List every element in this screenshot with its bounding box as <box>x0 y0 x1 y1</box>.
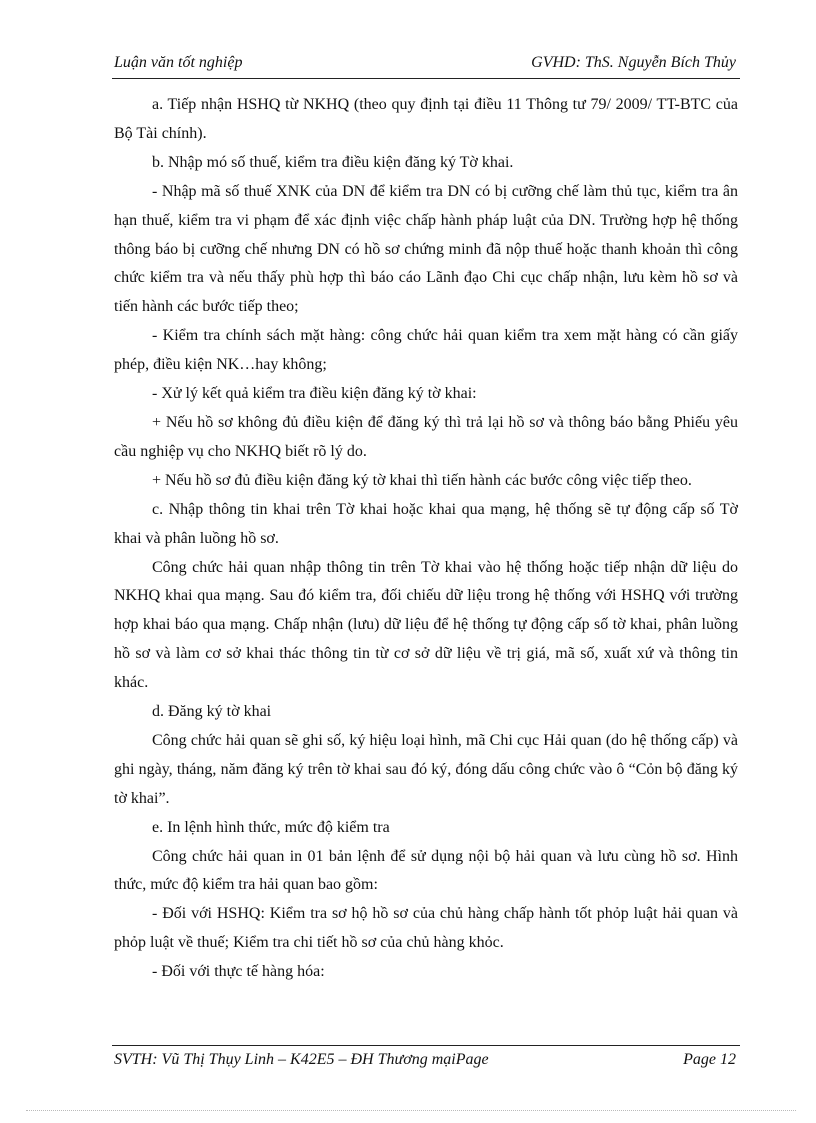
page-header <box>112 52 740 79</box>
paragraph: - Xử lý kết quả kiểm tra điều kiện đăng ký tờ khai: <box>152 385 477 403</box>
paragraph: d. Đăng ký tờ khai <box>152 703 272 721</box>
paragraph: e. In lệnh hình thức, mức độ kiểm tra <box>152 818 390 836</box>
footer-author: SVTH: Vũ Thị Thụy Linh – K42E5 – ĐH Thương mạiPage <box>114 1051 489 1068</box>
page-number: Page 12 <box>683 1051 736 1068</box>
paragraph: a. Tiếp nhận HSHQ từ NKHQ (theo quy định tại điều 11 Thông tư 79/ 2009/ TT-BTC của Bộ Tài chính). <box>114 96 738 142</box>
paragraph: - Đối với HSHQ: Kiểm tra sơ hộ hồ sơ của chủ hàng chấp hành tốt phỏp luật hải quan và phỏp luật về thuế; Kiểm tra chi tiết hồ sơ của chủ hàng khỏc. <box>114 905 738 952</box>
paragraph: c. Nhập thông tin khai trên Tờ khai hoặc khai qua mạng, hệ thống sẽ tự động cấp số Tờ khai và phân luồng hồ sơ. <box>114 500 738 547</box>
paragraph: - Nhập mã số thuế XNK của DN để kiểm tra DN có bị cưỡng chế làm thủ tục, kiểm tra ân hạn thuế, kiểm tra vi phạm để xác định việc chấp hành pháp luật của DN. Trường hợp hệ thống thông báo bị cưỡng chế nhưng DN có hồ sơ chứng minh đã nộp thuế hoặc thanh khoản thì công chức kiểm tra và nếu thấy phù hợp thì báo cáo Lãnh đạo Chi cục chấp nhận, lưu kèm hồ sơ và tiến hành các bước tiếp theo; <box>114 182 738 316</box>
document-body <box>114 91 738 987</box>
page-footer <box>112 1045 740 1072</box>
header-thesis-title: Luận văn tốt nghiệp <box>114 54 243 71</box>
paragraph: Công chức hải quan sẽ ghi số, ký hiệu loại hình, mã Chi cục Hải quan (do hệ thống cấp) và ghi ngày, tháng, năm đăng ký trên tờ khai sau đó ký, đóng dấu công chức vào ô “Cỏn bộ đăng ký tờ khai”. <box>114 731 738 807</box>
paragraph: + Nếu hồ sơ không đủ điều kiện để đăng ký thì trả lại hồ sơ và thông báo bằng Phiếu yêu cầu nghiệp vụ cho NKHQ biết rõ lý do. <box>114 413 738 460</box>
paragraph: Công chức hải quan nhập thông tin trên Tờ khai vào hệ thống hoặc tiếp nhận dữ liệu do NKHQ khai qua mạng. Sau đó kiểm tra, đối chiếu dữ liệu trong hệ thống với HSHQ với trường hợp khai báo qua mạng. Chấp nhận (lưu) dữ liệu để hệ thống tự động cấp số tờ khai, phân luồng hồ sơ và làm cơ sở khai thác thông tin từ cơ sở dữ liệu về trị giá, mã số, xuất xứ và thông tin khác. <box>114 558 738 692</box>
paragraph: - Kiểm tra chính sách mặt hàng: công chức hải quan kiểm tra xem mặt hàng có cần giấy phép, điều kiện NK…hay không; <box>114 327 738 374</box>
paragraph: Công chức hải quan in 01 bản lệnh để sử dụng nội bộ hải quan và lưu cùng hồ sơ. Hình thức, mức độ kiểm tra hải quan bao gồm: <box>114 847 738 894</box>
paragraph: - Đối với thực tế hàng hóa: <box>152 963 325 981</box>
paragraph: + Nếu hồ sơ đủ điều kiện đăng ký tờ khai thì tiến hành các bước công việc tiếp theo. <box>152 471 692 489</box>
header-supervisor: GVHD: ThS. Nguyễn Bích Thủy <box>531 54 736 71</box>
paragraph: b. Nhập mó số thuế, kiểm tra điều kiện đăng ký Tờ khai. <box>152 153 514 171</box>
page-bottom-divider <box>26 1110 796 1111</box>
